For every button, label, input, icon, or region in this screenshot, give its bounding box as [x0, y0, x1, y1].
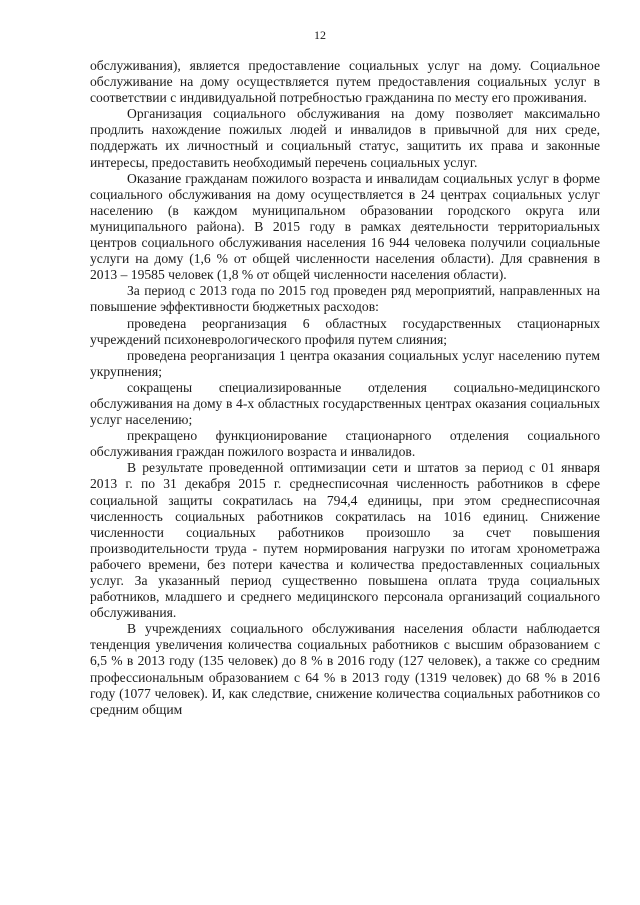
document-body: [90, 58, 600, 718]
list-item-2: проведена реорганизация 1 центра оказания социальных услуг населению путем укрупнения;: [90, 347, 600, 379]
paragraph-4: За период с 2013 года по 2015 год проведен ряд мероприятий, направленных на повышение эффективности бюджетных расходов:: [90, 283, 600, 315]
list-item-1: проведена реорганизация 6 областных государственных стационарных учреждений психоневрологического профиля путем слияния;: [90, 315, 600, 347]
paragraph-6: В учреждениях социального обслуживания населения области наблюдается тенденция увеличения количества социальных работников с высшим образованием с 6,5 % в 2013 году (135 человек) до 8 % в 2016 году (127 человек), а также со средним профессиональным образованием с 64 % в 2013 году (1319 человек) до 68 % в 2016 году (1077 человек). И, как следствие, снижение количества социальных работников со средним общим: [90, 621, 600, 717]
paragraph-1: обслуживания), является предоставление социальных услуг на дому. Социальное обслуживание на дому осуществляется путем предоставления социальных услуг в соответствии с индивидуальной потребностью гражданина по месту его проживания.: [90, 58, 600, 106]
paragraph-5: В результате проведенной оптимизации сети и штатов за период с 01 января 2013 г. по 31 декабря 2015 г. среднесписочная численность работников в сфере социальной защиты сократилась на 794,4 единицы, при этом среднесписочная численность социальных работников сократилась на 1016 единиц. Снижение численности социальных работников произошло за счет повышения производительности труда - путем нормирования нагрузки по итогам хронометража рабочего времени, без потери качества и количества предоставленных социальных услуг. За указанный период существенно повышена оплата труда социальных работников, младшего и среднего медицинского персонала организаций социального обслуживания.: [90, 460, 600, 621]
page-number: 12: [314, 28, 326, 42]
paragraph-2: Организация социального обслуживания на дому позволяет максимально продлить нахождение пожилых людей и инвалидов в привычной для них среде, поддержать их личностный и социальный статус, защитить их права и законные интересы, предоставить необходимый перечень социальных услуг.: [90, 106, 600, 170]
list-item-4: прекращено функционирование стационарного отделения социального обслуживания граждан пожилого возраста и инвалидов.: [90, 428, 600, 460]
paragraph-3: Оказание гражданам пожилого возраста и инвалидам социальных услуг в форме социального обслуживания на дому осуществляется в 24 центрах социальных услуг населению (в каждом муниципальном образовании городского округа или муниципального района). В 2015 году в рамках деятельности территориальных центров социального обслуживания населения 16 944 человека получили социальные услуги на дому (1,6 % от общей численности населения области). Для сравнения в 2013 – 19585 человек (1,8 % от общей численности населения области).: [90, 170, 600, 283]
list-item-3: сокращены специализированные отделения социально-медицинского обслуживания на дому в 4-х областных государственных центрах оказания социальных услуг населению;: [90, 379, 600, 428]
